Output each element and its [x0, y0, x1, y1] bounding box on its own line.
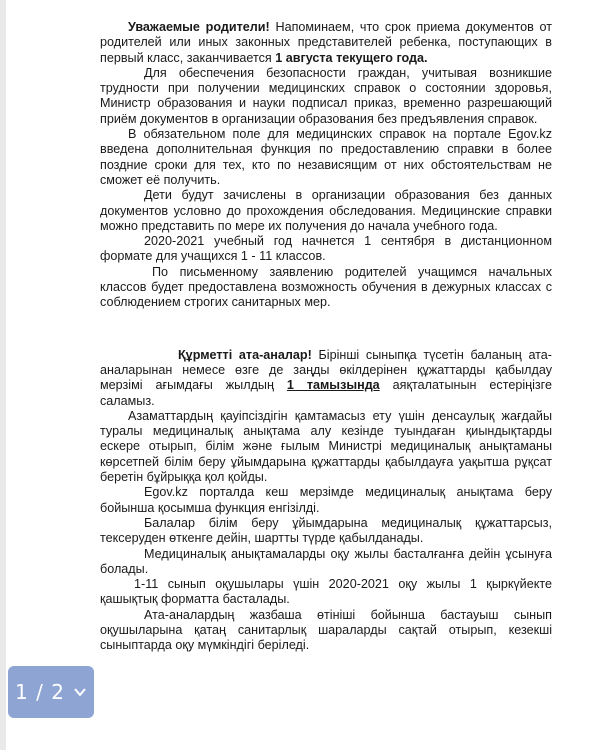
ru-paragraph-6: По письменному заявлению родителей учащимся начальных классов будет предоставлена возможность обучения в дежурных классах с соблюдением строгих санитарных мер. [100, 264, 552, 310]
kz-paragraph-4: Балалар білім беру ұйымдарына медициналық құжаттарсыз, тексеруден өткенге дейін, шартты түрде қабылданады. [100, 515, 552, 546]
kz-paragraph-7: Ата-аналардың жазбаша өтініші бойынша бастауыш сынып оқушыларына қатаң санитарлық шараларды сақтай отырып, кезекші сыныптарда оқу мүмкіндігі беріледі. [100, 607, 552, 653]
kz-paragraph-2: Азаматтардың қауіпсіздігін қамтамасыз ету үшін денсаулық жағдайы туралы медициналық анықтама алу кезінде туындаған қиындықтарды ескере отырып, білім және ғылым Министрі медициналық анықтаманы көрсетпей білім беру ұйымдарына құжаттарды қабылдауға уақытша рұқсат беретін бұйрыққа қол қойды. [100, 408, 552, 485]
ru-paragraph-5: 2020-2021 учебный год начнется 1 сентября в дистанционном формате для учащихся 1 - 11 классов. [100, 234, 552, 264]
ru-paragraph-3: В обязательном поле для медицинских справок на портале Egov.kz введена дополнительная функция по предоставлению справки в более поздние сроки для тех, кто по независящим от них обстоятельствам не сможет её получить. [100, 127, 552, 187]
document-page [10, 0, 600, 750]
kz-paragraph-3: Egov.kz порталда кеш мерзімде медициналық анықтама беру бойынша қосымша функция енгізілді. [100, 485, 552, 515]
kz-greeting: Құрметті ата-аналар! [178, 347, 312, 362]
ru-paragraph-4: Дети будут зачислены в организации образования без данных документов условно до прохождения обследования. Медицинские справки можно представить по мере их получения до начала учебного года. [100, 188, 552, 233]
section-spacer [100, 311, 552, 348]
viewer-frame-edge [0, 0, 6, 750]
kz-paragraph-6: 1-11 сынып оқушылары үшін 2020-2021 оқу жылы 1 қыркүйекте қашықтық форматта басталады. [100, 577, 552, 607]
announcement-text [100, 20, 552, 654]
kz-paragraph-5: Медициналық анықтамаларды оқу жылы басталғанға дейін ұсынуға болады. [100, 546, 552, 576]
kz-deadline: 1 тамызында [286, 378, 380, 393]
page-indicator-label: 1 / 2 [15, 680, 65, 704]
chevron-down-icon[interactable] [73, 685, 87, 699]
kz-paragraph-1: Құрметті ата-аналар! Бірінші сыныпқа түсетін баланың ата-аналарынан немесе өзге де заңды өкілдерінен құжаттарды қабылдау мерзімі ағымдағы жылдың 1 тамызында аяқталатынын естеріңізге саламыз. [100, 347, 552, 408]
ru-greeting: Уважаемые родители! [128, 20, 270, 34]
page-indicator[interactable] [8, 666, 94, 718]
ru-deadline: 1 августа текущего года. [275, 50, 428, 65]
ru-paragraph-2: Для обеспечения безопасности граждан, учитывая возникшие трудности при получении медицинских справок о состоянии здоровья, Министр образования и науки подписал приказ, временно разрешающий приём документов в организации образования без предъявления справок. [100, 65, 552, 126]
ru-paragraph-1: Уважаемые родители! Напоминаем, что срок приема документов от родителей или иных законных представителей ребенка, поступающих в первый класс, заканчивается 1 августа текущего года. [100, 20, 552, 65]
